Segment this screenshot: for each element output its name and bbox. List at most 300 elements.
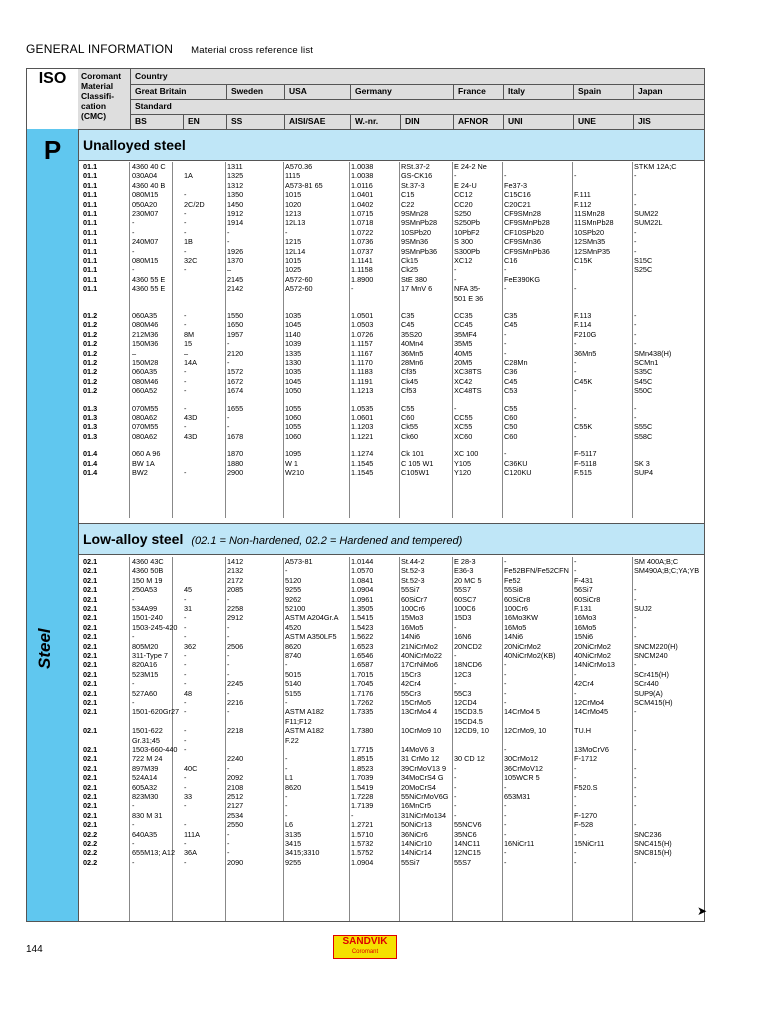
table-cell: 56Si7 xyxy=(574,585,593,595)
table-cell: 2512 xyxy=(227,792,244,801)
table-cell: 20 MC 5 xyxy=(454,575,482,585)
table-cell: C53 xyxy=(504,386,518,396)
cmc-code: 01.2 xyxy=(83,376,98,386)
table-cell: - xyxy=(504,669,507,679)
table-cell: - xyxy=(574,669,577,679)
table-cell: 1.0116 xyxy=(351,180,373,190)
cmc-code: 01.4 xyxy=(83,468,98,477)
table-cell: 14NiCr14 xyxy=(401,848,432,858)
table-row xyxy=(79,566,704,575)
iso-label-cell: ISO xyxy=(27,69,79,130)
table-cell: 1.0904 xyxy=(351,585,374,595)
cmc-code: 01.1 xyxy=(83,180,98,190)
table-cell: 1.5732 xyxy=(351,839,374,848)
table-cell: – xyxy=(132,348,137,358)
table-cell: 2550 xyxy=(227,820,244,830)
table-cell: - xyxy=(454,622,457,632)
table-cell: 655M13; A12 xyxy=(132,848,176,858)
cmc-code: 01.4 xyxy=(83,449,98,459)
table-cell: - xyxy=(504,265,507,275)
table-cell: - xyxy=(574,339,577,349)
table-row xyxy=(79,311,704,320)
cmc-code: 02.1 xyxy=(83,707,98,717)
table-cell: 250A53 xyxy=(132,585,158,595)
cmc-code: 02.1 xyxy=(83,613,98,623)
table-cell: 2216 xyxy=(227,698,244,707)
cmc-code: 02.1 xyxy=(83,622,98,632)
unalloyed-rows xyxy=(79,162,704,518)
table-cell: 105WCR 5 xyxy=(504,773,540,783)
table-row xyxy=(79,284,704,293)
cmc-code: 02.1 xyxy=(83,801,98,811)
table-cell: - xyxy=(634,660,637,670)
cmc-code: 01.1 xyxy=(83,190,98,200)
table-cell: 31 CrMo 12 xyxy=(401,754,440,764)
table-cell: 9SMnPb36 xyxy=(401,246,438,256)
table-cell: CC45 xyxy=(454,320,473,330)
table-cell: 1.8900 xyxy=(351,274,374,284)
table-cell: C45 xyxy=(504,376,518,386)
table-row xyxy=(79,339,704,348)
table-cell: 1450 xyxy=(227,199,244,209)
table-cell: - xyxy=(285,566,288,576)
table-cell: 5120 xyxy=(285,575,302,585)
table-cell: 4360 43C xyxy=(132,557,164,566)
table-cell: 1.7176 xyxy=(351,688,374,698)
std-ss: SS xyxy=(226,114,284,129)
table-cell: 1.0841 xyxy=(351,575,374,585)
table-cell: - xyxy=(634,820,637,830)
table-cell: Ck60 xyxy=(401,431,419,441)
table-row xyxy=(79,585,704,594)
table-row xyxy=(79,320,704,329)
table-cell: - xyxy=(504,857,507,867)
table-cell: 2534 xyxy=(227,810,244,820)
cmc-code: 02.1 xyxy=(83,726,98,736)
table-cell: - xyxy=(574,431,577,441)
table-cell: S50C xyxy=(634,386,653,396)
table-cell: - xyxy=(504,348,507,358)
table-cell: 830 M 31 xyxy=(132,810,163,820)
table-cell: - xyxy=(504,745,507,754)
table-cell: BW 1A xyxy=(132,458,155,468)
table-cell: 030A04 xyxy=(132,171,158,181)
table-cell: 12CrMo4 xyxy=(574,698,605,707)
table-cell: F.131 xyxy=(574,604,592,613)
table-cell: - xyxy=(504,782,507,792)
table-cell: 21NiCrMo2 xyxy=(401,641,438,651)
table-cell: 640A35 xyxy=(132,829,158,839)
cmc-code: 02.1 xyxy=(83,557,98,566)
table-cell: - xyxy=(184,735,187,745)
table-cell: C55 xyxy=(401,403,415,413)
table-cell: - xyxy=(132,246,135,256)
table-cell: 9262 xyxy=(285,594,302,604)
table-cell: - xyxy=(634,190,637,200)
table-cell: 080M46 xyxy=(132,376,159,386)
section-note: (02.1 = Non-hardened, 02.2 = Hardened and tempered) xyxy=(191,535,463,547)
table-cell: – xyxy=(227,265,232,275)
table-cell: 55NCV6 xyxy=(454,820,482,830)
country-label: Country xyxy=(135,71,168,81)
table-row xyxy=(79,726,704,735)
table-cell: 12CD9, 10 xyxy=(454,726,489,736)
table-cell: 2127 xyxy=(227,801,244,811)
table-cell: 52100 xyxy=(285,604,306,613)
table-cell: S300Pb xyxy=(454,246,480,256)
table-cell: 55S7 xyxy=(454,857,472,867)
table-cell: - xyxy=(227,237,230,247)
table-cell: 1312 xyxy=(227,180,244,190)
table-cell: GS-CK16 xyxy=(401,171,433,181)
table-cell: 10PbF2 xyxy=(454,227,480,237)
table-row xyxy=(79,848,704,857)
table-cell: 1115 xyxy=(285,171,301,181)
table-cell: - xyxy=(184,782,187,792)
table-cell: 1045 xyxy=(285,320,302,330)
table-cell: 4360 40 B xyxy=(132,180,166,190)
table-cell: XC60 xyxy=(454,431,473,441)
table-cell: 5155 xyxy=(285,688,302,698)
table-cell: CC55 xyxy=(454,413,473,422)
table-cell: - xyxy=(634,227,637,237)
table-cell: 60SiCr8 xyxy=(574,594,601,604)
table-cell: 823M30 xyxy=(132,792,159,801)
table-cell: – xyxy=(184,348,189,358)
table-row xyxy=(79,604,704,613)
table-cell: - xyxy=(184,190,187,200)
page-subtitle: Material cross reference list xyxy=(191,45,314,56)
table-cell: 1.0535 xyxy=(351,403,374,413)
table-cell: 820A16 xyxy=(132,660,158,670)
table-row xyxy=(79,642,704,651)
table-cell: 35M5 xyxy=(454,339,473,349)
table-cell: SNC815(H) xyxy=(634,848,672,858)
cmc-code: 01.1 xyxy=(83,162,98,171)
cmc-code: 02.1 xyxy=(83,679,98,689)
table-cell: - xyxy=(184,265,187,275)
table-cell: C50 xyxy=(504,422,518,432)
table-cell: - xyxy=(184,801,187,811)
table-cell: 1.5419 xyxy=(351,782,374,792)
table-cell: - xyxy=(227,660,230,670)
table-cell: 14Ni6 xyxy=(504,632,524,642)
table-cell: 1330 xyxy=(285,358,302,367)
table-cell: C35 xyxy=(401,311,415,320)
table-cell: 2218 xyxy=(227,726,244,736)
table-cell: 4360 55 E xyxy=(132,284,166,294)
table-cell: - xyxy=(504,557,507,566)
table-cell: 14CrMo45 xyxy=(574,707,609,717)
table-cell: 2092 xyxy=(227,773,244,783)
table-cell: CF9SMnPb28 xyxy=(504,218,550,228)
cmc-code: 01.4 xyxy=(83,458,98,468)
table-cell: 45 xyxy=(184,585,193,595)
table-cell: 40NiCrMo2(KB) xyxy=(504,651,556,660)
table-cell: - xyxy=(184,726,187,736)
table-cell: - xyxy=(634,311,637,320)
table-cell: 1A xyxy=(184,171,193,181)
table-cell: F.114 xyxy=(574,320,592,330)
std-en: EN xyxy=(183,114,226,129)
table-row xyxy=(79,349,704,358)
table-row xyxy=(79,237,704,246)
table-cell: 1572 xyxy=(227,367,244,377)
table-cell: 1.0722 xyxy=(351,227,374,237)
table-cell: C45 xyxy=(504,320,518,330)
table-row xyxy=(79,413,704,422)
table-row xyxy=(79,754,704,763)
table-cell: - xyxy=(634,329,637,339)
table-cell: 16Mo5 xyxy=(504,622,527,632)
table-row xyxy=(79,275,704,284)
table-cell: 4360 55 E xyxy=(132,274,166,284)
table-cell: 1.1545 xyxy=(351,458,374,468)
table-cell: 527A60 xyxy=(132,688,158,698)
table-cell: 1335 xyxy=(285,348,302,358)
table-cell: - xyxy=(574,265,577,275)
table-row xyxy=(79,171,704,180)
table-cell: - xyxy=(504,810,507,820)
table-cell: 9255 xyxy=(285,857,302,867)
table-cell: F-5118 xyxy=(574,458,597,468)
table-cell: A573-81 65 xyxy=(285,180,323,190)
table-cell: 12CD4 xyxy=(454,698,477,707)
table-cell: 523M15 xyxy=(132,669,159,679)
table-cell: 1870 xyxy=(227,449,244,459)
table-cell: CF9SMnPb36 xyxy=(504,246,550,256)
table-cell: - xyxy=(184,218,187,228)
cmc-code: 01.2 xyxy=(83,386,98,396)
table-cell: - xyxy=(634,726,637,736)
table-cell: 1095 xyxy=(285,449,302,459)
table-cell: 1650 xyxy=(227,320,244,330)
table-cell: 1501-622 xyxy=(132,726,163,736)
cmc-code: 02.2 xyxy=(83,857,98,867)
cmc-code: 01.1 xyxy=(83,265,98,275)
table-cell: 1015 xyxy=(285,190,302,200)
table-cell: F.22 xyxy=(285,735,299,745)
table-cell: - xyxy=(504,171,507,181)
country-gb: Great Britain xyxy=(135,86,187,96)
table-cell: - xyxy=(574,763,577,773)
table-cell: 15CD3.5 xyxy=(454,707,483,717)
table-cell: C55K xyxy=(574,422,593,432)
table-cell: - xyxy=(454,773,457,783)
continue-arrow-icon: ➤ xyxy=(697,904,708,918)
table-cell: 43D xyxy=(184,413,198,422)
table-cell: ASTM A204Gr.A xyxy=(285,613,339,623)
table-cell: 1.7262 xyxy=(351,698,374,707)
table-cell: - xyxy=(634,171,637,181)
table-cell: 40NiCrMo22 xyxy=(401,651,442,660)
table-cell: - xyxy=(634,801,637,811)
table-cell: 1501-240 xyxy=(132,613,163,623)
table-row xyxy=(79,811,704,820)
table-cell: 36Mn5 xyxy=(401,348,424,358)
table-cell: 1350 xyxy=(227,190,244,200)
table-row xyxy=(79,557,704,566)
table-cell: - xyxy=(454,810,457,820)
cmc-code: 01.2 xyxy=(83,311,98,320)
table-cell: TU.H xyxy=(574,726,592,736)
std-bs: BS xyxy=(135,116,147,126)
table-cell: C15 xyxy=(401,190,415,200)
table-cell: - xyxy=(184,386,187,396)
table-cell: SNC236 xyxy=(634,829,662,839)
table-cell: - xyxy=(227,669,230,679)
cmc-code: 01.1 xyxy=(83,274,98,284)
table-cell: 1.7045 xyxy=(351,679,374,689)
table-cell: F.112 xyxy=(574,199,592,209)
table-cell: 1.1213 xyxy=(351,386,374,396)
country-jp: Japan xyxy=(633,84,705,99)
table-cell: F-431 xyxy=(574,575,594,585)
table-cell: 60SC7 xyxy=(454,594,477,604)
table-cell: 605A32 xyxy=(132,782,158,792)
page-title: GENERAL INFORMATION xyxy=(26,42,174,56)
table-row xyxy=(79,717,704,726)
country-it: Italy xyxy=(503,84,573,99)
table-cell: 1.0401 xyxy=(351,190,374,200)
table-cell: - xyxy=(504,688,507,698)
table-cell: - xyxy=(574,857,577,867)
country-se: Sweden xyxy=(226,84,284,99)
cmc-code: 02.1 xyxy=(83,575,98,585)
table-row xyxy=(79,576,704,585)
cmc-code: 01.2 xyxy=(83,339,98,349)
table-row xyxy=(79,330,704,339)
table-cell: - xyxy=(574,367,577,377)
table-cell: 1.7015 xyxy=(351,669,374,679)
table-row xyxy=(79,294,704,303)
table-cell: 2258 xyxy=(227,604,244,613)
table-row xyxy=(79,404,704,413)
table-cell: SMn438(H) xyxy=(634,348,672,358)
table-cell: - xyxy=(285,660,288,670)
table-row xyxy=(79,660,704,669)
table-cell: 1678 xyxy=(227,431,244,441)
table-cell: - xyxy=(184,622,187,632)
table-cell: 1.1203 xyxy=(351,422,374,432)
cmc-code: 01.2 xyxy=(83,358,98,367)
table-cell: 8620 xyxy=(285,782,302,792)
table-cell: SNCM240 xyxy=(634,651,668,660)
table-cell: - xyxy=(351,284,354,294)
table-cell: 150 M 19 xyxy=(132,575,163,585)
table-cell: 50NiCr13 xyxy=(401,820,432,830)
cmc-code: 02.1 xyxy=(83,782,98,792)
table-cell: 2108 xyxy=(227,782,244,792)
table-cell: 16Mo5 xyxy=(574,622,597,632)
table-cell: Fe37-3 xyxy=(504,180,528,190)
table-cell: S250Pb xyxy=(454,218,480,228)
table-cell: - xyxy=(634,320,637,330)
table-cell: 1020 xyxy=(285,199,302,209)
cmc-code: 01.1 xyxy=(83,256,98,265)
table-cell: F520.S xyxy=(574,782,598,792)
table-cell: 4360 50B xyxy=(132,566,164,576)
table-cell: E36-3 xyxy=(454,566,474,576)
table-cell: F.111 xyxy=(574,190,591,200)
table-cell: C60 xyxy=(504,413,518,422)
table-cell: - xyxy=(184,227,187,237)
table-row xyxy=(79,679,704,688)
cmc-header: Coromant Material Classifi-cation (CMC) xyxy=(78,69,131,129)
table-cell: F.515 xyxy=(574,468,592,477)
table-cell: Y120 xyxy=(454,468,472,477)
table-row xyxy=(79,595,704,604)
table-cell: 080M15 xyxy=(132,256,159,265)
table-cell: - xyxy=(574,284,577,294)
table-cell: 35NC6 xyxy=(454,829,477,839)
table-cell: 33 xyxy=(184,792,193,801)
table-cell: 1055 xyxy=(285,422,302,432)
table-cell: ASTM A182 xyxy=(285,726,324,736)
cmc-code: 02.2 xyxy=(83,848,98,858)
table-cell: - xyxy=(227,839,230,848)
table-cell: - xyxy=(634,857,637,867)
table-cell: - xyxy=(184,707,187,717)
table-cell: - xyxy=(634,246,637,256)
table-row xyxy=(79,468,704,477)
table-cell: 534A99 xyxy=(132,604,158,613)
table-cell: CC12 xyxy=(454,190,473,200)
cmc-code: 02.2 xyxy=(83,829,98,839)
table-cell: S15C xyxy=(634,256,653,265)
table-cell: - xyxy=(634,632,637,642)
table-cell: 34MoCrS4 G xyxy=(401,773,444,783)
table-cell: L6 xyxy=(285,820,294,830)
table-cell: - xyxy=(184,839,187,848)
std-aisi: AISI/SAE xyxy=(284,114,350,129)
table-cell: 1.1141 xyxy=(351,256,373,265)
table-cell: 36Mn5 xyxy=(574,348,597,358)
table-cell: S 300 xyxy=(454,237,474,247)
table-row xyxy=(79,181,704,190)
table-cell: - xyxy=(574,688,577,698)
table-row xyxy=(79,830,704,839)
table-cell: 11SMn28 xyxy=(574,209,605,218)
table-cell: - xyxy=(351,810,354,820)
table-cell: 1045 xyxy=(285,376,302,386)
table-row xyxy=(79,736,704,745)
table-cell: 1.0038 xyxy=(351,171,374,181)
table-cell: 1213 xyxy=(285,209,302,218)
table-cell: - xyxy=(132,801,135,811)
table-cell: - xyxy=(504,329,507,339)
table-cell: 20NiCrMo2 xyxy=(504,641,541,651)
table-cell: 1140 xyxy=(285,329,301,339)
table-cell: - xyxy=(227,848,230,858)
table-row xyxy=(79,190,704,199)
table-cell: 1.0570 xyxy=(351,566,374,576)
table-cell: 31NiCrMo134 xyxy=(401,810,447,820)
table-cell: - xyxy=(574,386,577,396)
table-cell: - xyxy=(285,810,288,820)
section-title: Unalloyed steel xyxy=(83,137,186,153)
table-cell: 1311 xyxy=(227,162,243,171)
table-cell: 1.5710 xyxy=(351,829,374,839)
table-cell: 240M07 xyxy=(132,237,159,247)
table-cell: 1503-660-440 xyxy=(132,745,178,754)
cmc-code: 02.1 xyxy=(83,632,98,642)
table-cell: 11SMnPb28 xyxy=(574,218,614,228)
table-row xyxy=(79,432,704,441)
table-cell: 1880 xyxy=(227,458,244,468)
table-cell: - xyxy=(132,839,135,848)
table-cell: 1957 xyxy=(227,329,244,339)
